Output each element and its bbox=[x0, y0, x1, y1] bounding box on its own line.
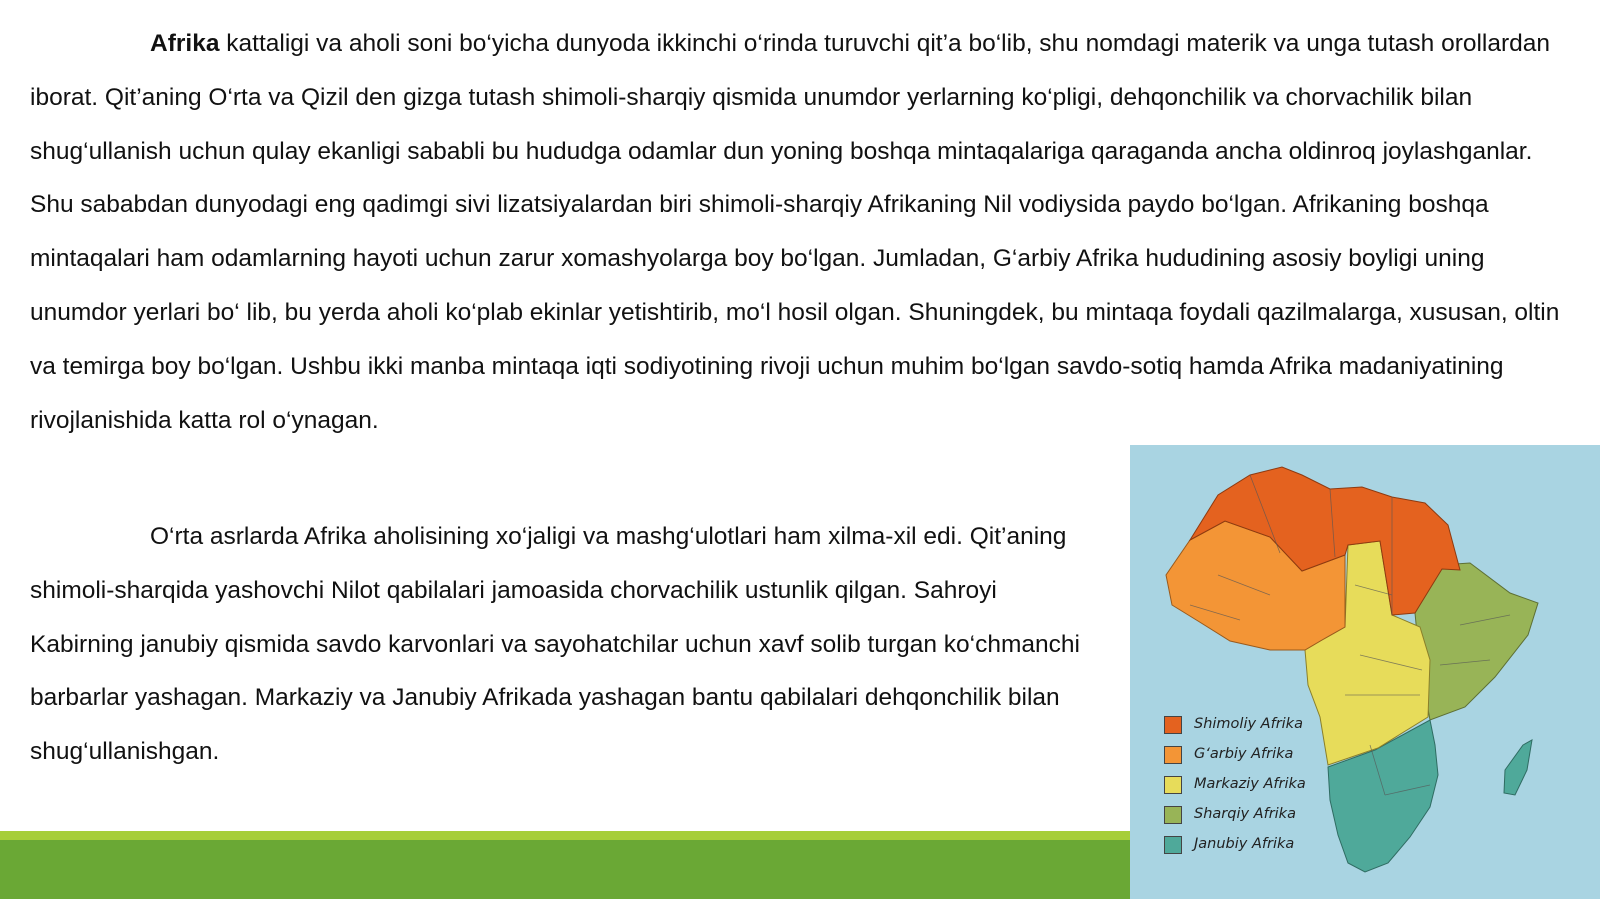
africa-regions-map bbox=[1130, 445, 1600, 899]
legend-label: Sharqiy Afrika bbox=[1194, 806, 1296, 822]
legend-label: Markaziy Afrika bbox=[1194, 776, 1306, 792]
paragraph-1 bbox=[30, 17, 1575, 447]
legend-swatch bbox=[1164, 836, 1182, 854]
footer-stripe-dark bbox=[0, 840, 1130, 899]
region-sharqiy-afrika bbox=[1415, 563, 1538, 720]
legend-label: G‘arbiy Afrika bbox=[1194, 746, 1294, 762]
paragraph-1-text: kattaligi va aholi soni bo‘yicha dunyoda ikkinchi o‘rinda turuvchi qit’a bo‘lib, shu nomdagi materik va unga tutash orollardan iborat. Qit’aning O‘rta va Qizil den gizga tutash shimoli-sharqiy qismida unumdor yerlarning ko‘pligi, dehqonchilik va chorvachilik bilan shug‘ullanish uchun qulay ekanligi sababli bu hududga odamlar dun yoning boshqa mintaqalariga qaraganda ancha oldinroq joylashganlar. Shu sababdan dunyodagi eng qadimgi sivi lizatsiyalardan biri shimoli-sharqiy Afrikaning Nil vodiysida paydo bo‘lgan. Afrikaning boshqa mintaqalari ham odamlarning hayoti uchun zarur xomashyolarga boy bo‘lgan. Jumladan, G‘arbiy Afrika hududining asosiy boyligi uning unumdor yerlari bo‘ lib, bu yerda aholi ko‘plab ekinlar yetishtirib, mo‘l hosil olgan. Shuningdek, bu mintaqa foydali qazilmalarga, xususan, oltin va temirga boy bo‘lgan. Ushbu ikki manba mintaqa iqti sodiyotining rivoji uchun muhim bo‘lgan savdo-sotiq hamda Afrika madaniyatining rivojlanishida katta rol o‘ynagan. bbox=[30, 30, 1560, 434]
africa-map-graphic bbox=[1130, 445, 1600, 899]
legend-swatch bbox=[1164, 716, 1182, 734]
footer-stripe-light bbox=[0, 831, 1130, 840]
paragraph-2 bbox=[30, 510, 1100, 779]
legend-label: Shimoliy Afrika bbox=[1194, 716, 1303, 732]
paragraph-2-text: O‘rta asrlarda Afrika aholisining xo‘jaligi va mashg‘ulotlari ham xilma-xil edi. Qit’aning shimoli-sharqida yashovchi Nilot qabilalari jamoasida chorvachilik ustunlik qilgan. Sahroyi Kabirning janubiy qismida savdo karvonlari va sayohatchilar uchun xavf solib turgan ko‘chmanchi barbarlar yashagan. Markaziy va Janubiy Afrikada yashagan bantu qabilalari dehqonchilik bilan shug‘ullanishgan. bbox=[30, 523, 1080, 766]
legend-swatch bbox=[1164, 776, 1182, 794]
bold-word-afrika: Afrika bbox=[150, 30, 220, 57]
legend-swatch bbox=[1164, 806, 1182, 824]
legend-swatch bbox=[1164, 746, 1182, 764]
legend-label: Janubiy Afrika bbox=[1194, 836, 1295, 852]
region-madagascar bbox=[1504, 740, 1532, 795]
